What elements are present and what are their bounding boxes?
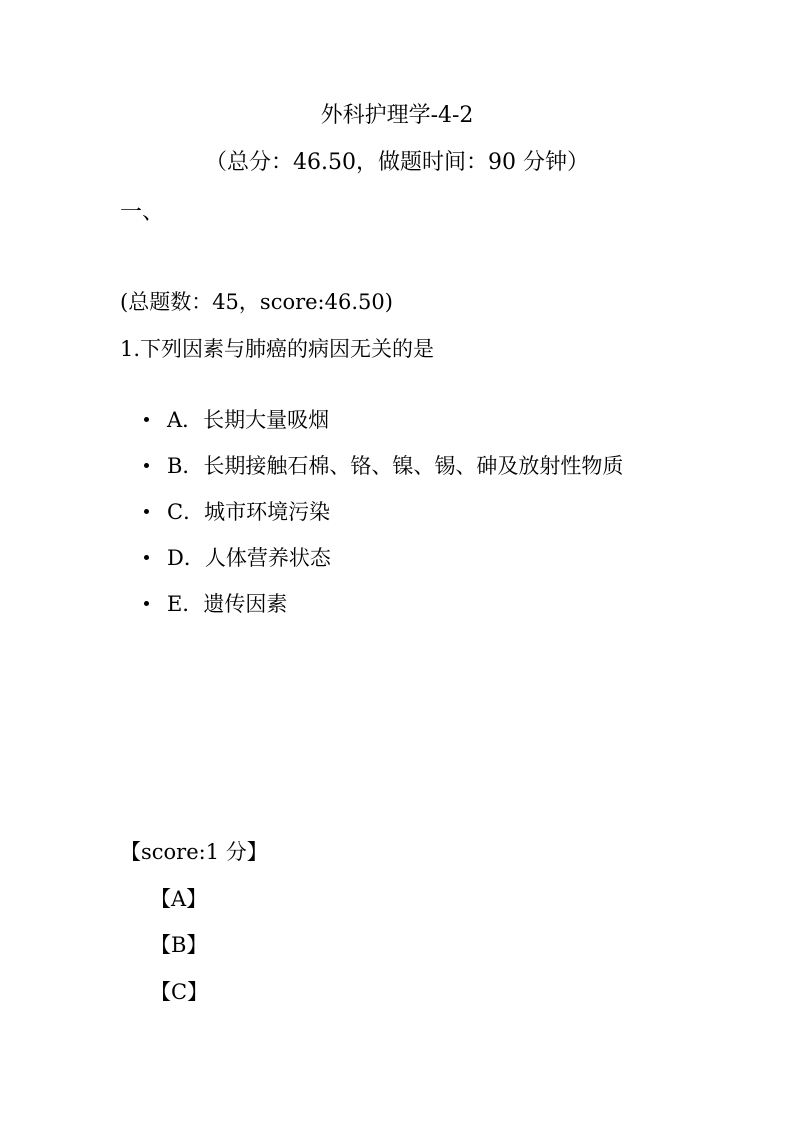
option-e [140, 581, 680, 627]
option-a [140, 397, 680, 443]
answer-options-list [140, 397, 680, 627]
bullet-icon [144, 417, 149, 422]
option-e-text: E．遗传因素 [167, 592, 288, 616]
answer-b: 【B】 [150, 933, 208, 957]
section-summary: (总题数：45，score:46.50) [120, 290, 393, 314]
question-score: 【score:1 分】 [120, 840, 268, 864]
option-c-text: C．城市环境污染 [167, 500, 331, 524]
option-c [140, 489, 680, 535]
option-d [140, 535, 680, 581]
bullet-icon [144, 555, 149, 560]
answer-c: 【C】 [150, 980, 209, 1004]
option-b [140, 443, 680, 489]
bullet-icon [144, 463, 149, 468]
option-a-text: A．长期大量吸烟 [167, 408, 330, 432]
section-heading: 一、 [120, 200, 165, 225]
answer-a: 【A】 [150, 887, 208, 911]
document-title: 外科护理学-4-2 [320, 103, 474, 128]
question-text: 1.下列因素与肺癌的病因无关的是 [120, 337, 435, 361]
option-d-text: D．人体营养状态 [167, 546, 331, 570]
bullet-icon [144, 601, 149, 606]
document-subtitle: （总分：46.50，做题时间：90 分钟） [205, 150, 589, 175]
option-b-text: B．长期接触石棉、铬、镍、锡、砷及放射性物质 [167, 454, 624, 478]
bullet-icon [144, 509, 149, 514]
